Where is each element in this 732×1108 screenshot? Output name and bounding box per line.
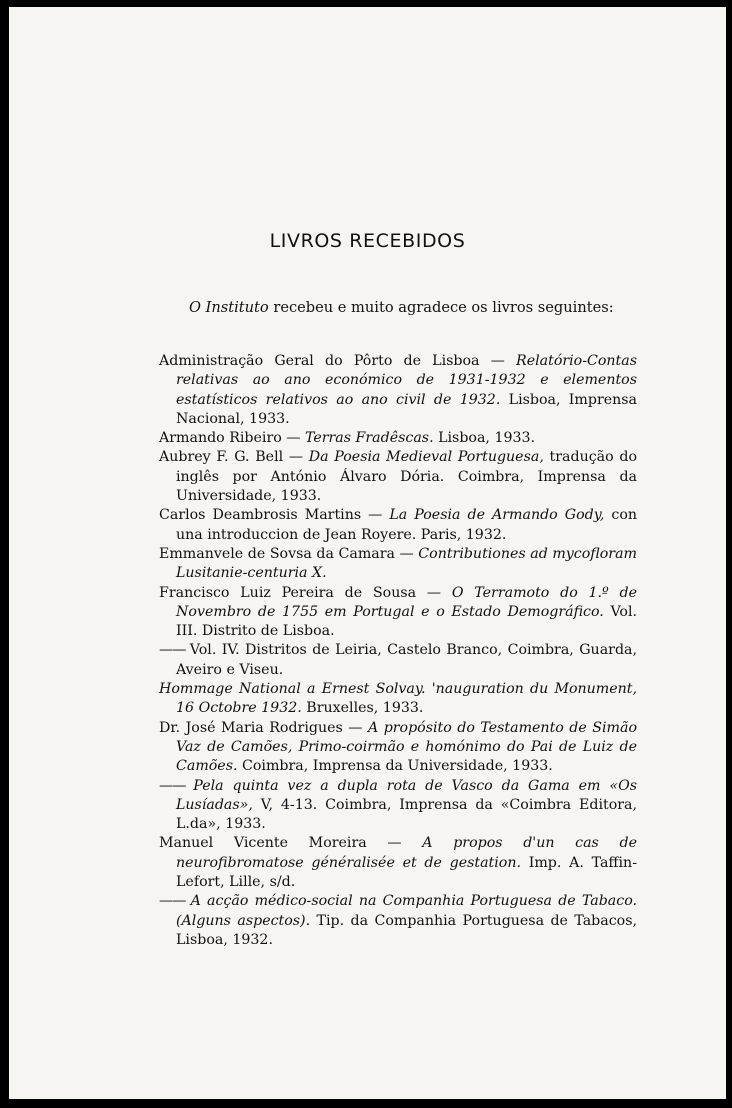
entry-author: Carlos Deambrosis Martins — [159, 507, 390, 524]
book-entry [159, 545, 637, 584]
entry-details: Imp. A. Taffin-Lefort, Lille, s/d. [176, 854, 637, 891]
book-entry [159, 641, 637, 680]
page-title: LIVROS RECEBIDOS [269, 230, 466, 252]
book-entry [159, 777, 637, 835]
entry-title: A propos d'un cas de neurofibromatose généralisée et de gestation. [176, 835, 638, 871]
entry-details: con una introduccion de Jean Royere. Paris, 1932. [176, 507, 637, 543]
entry-author: Francisco Luiz Pereira de Sousa — [159, 584, 452, 601]
entry-details: Lisboa, Imprensa Nacional, 1933. [176, 391, 638, 427]
entry-author: —— [159, 642, 190, 659]
book-entry [159, 506, 637, 545]
entry-author: Dr. José Maria Rodrigues — [159, 719, 368, 736]
entry-details: Tip. da Companhia Portuguesa de Tabacos, Lisboa, 1932. [176, 912, 637, 948]
book-list [159, 352, 637, 950]
entry-author: Aubrey F. G. Bell — [159, 449, 309, 466]
entry-author: —— [159, 893, 191, 910]
intro-institution: O Instituto [189, 299, 269, 316]
entry-author: Armando Ribeiro — [159, 430, 305, 447]
book-entry [159, 352, 637, 429]
book-entry [159, 429, 637, 448]
entry-details: Vol. III. Distrito de Lisboa. [176, 603, 638, 640]
entry-title: A acção médico-social na Companhia Portuguesa de Tabaco. (Alguns aspectos). [176, 893, 638, 929]
book-entry [159, 584, 637, 642]
entry-details: V, 4-13. Coimbra, Imprensa da «Coimbra Editora, L.da», 1933. [176, 796, 637, 833]
book-entry [159, 834, 637, 892]
entry-title: Contributiones ad mycofloram Lusitanie-centuria X. [176, 545, 637, 582]
book-entry [159, 719, 637, 777]
entry-details: Vol. IV. Distritos de Leiria, Castelo Branco, Coimbra, Guarda, Aveiro e Viseu. [176, 642, 637, 678]
entry-author: Manuel Vicente Moreira — [159, 835, 423, 852]
entry-author: Emmanvele de Sovsa da Camara — [159, 545, 419, 562]
entry-title: Relatório-Contas relativas ao ano económico de 1931-1932 e elementos estatísticos relativos ao ano civil de 1932. [176, 353, 637, 408]
entry-title: O Terramoto do 1.º de Novembro de 1755 em Portugal e o Estado Demográfico. [176, 584, 638, 620]
entry-title: La Poesia de Armando Gody, [389, 507, 605, 524]
entry-title: Pela quinta vez a dupla rota de Vasco da Gama em «Os Lusíadas», [176, 777, 637, 813]
entry-title: Da Poesia Medieval Portuguesa, [308, 449, 544, 466]
entry-author: Administração Geral do Pôrto de Lisboa — [159, 353, 517, 369]
entry-details: Lisboa, 1933. [433, 430, 536, 447]
document-page [9, 7, 726, 1099]
intro-text: recebeu e muito agradece os livros seguintes: [268, 299, 614, 316]
book-entry [159, 680, 637, 719]
entry-details: Coimbra, Imprensa da Universidade, 1933. [237, 758, 553, 775]
entry-details: tradução do inglês por António Álvaro Dória. Coimbra, Imprensa da Universidade, 1933. [176, 449, 637, 505]
book-entry [159, 448, 637, 506]
entry-details: Bruxelles, 1933. [301, 700, 424, 717]
intro-paragraph [189, 299, 614, 316]
book-entry [159, 892, 637, 950]
entry-title: Hommage National a Ernest Solvay. 'nauguration du Monument, 16 Octobre 1932. [159, 681, 637, 717]
entry-title: Terras Fradêscas. [304, 430, 434, 447]
entry-author: —— [159, 777, 194, 794]
entry-title: A propósito do Testamento de Simão Vaz de Camões, Primo-coirmão e homónimo do Pai de Luiz de Camões. [176, 719, 637, 775]
